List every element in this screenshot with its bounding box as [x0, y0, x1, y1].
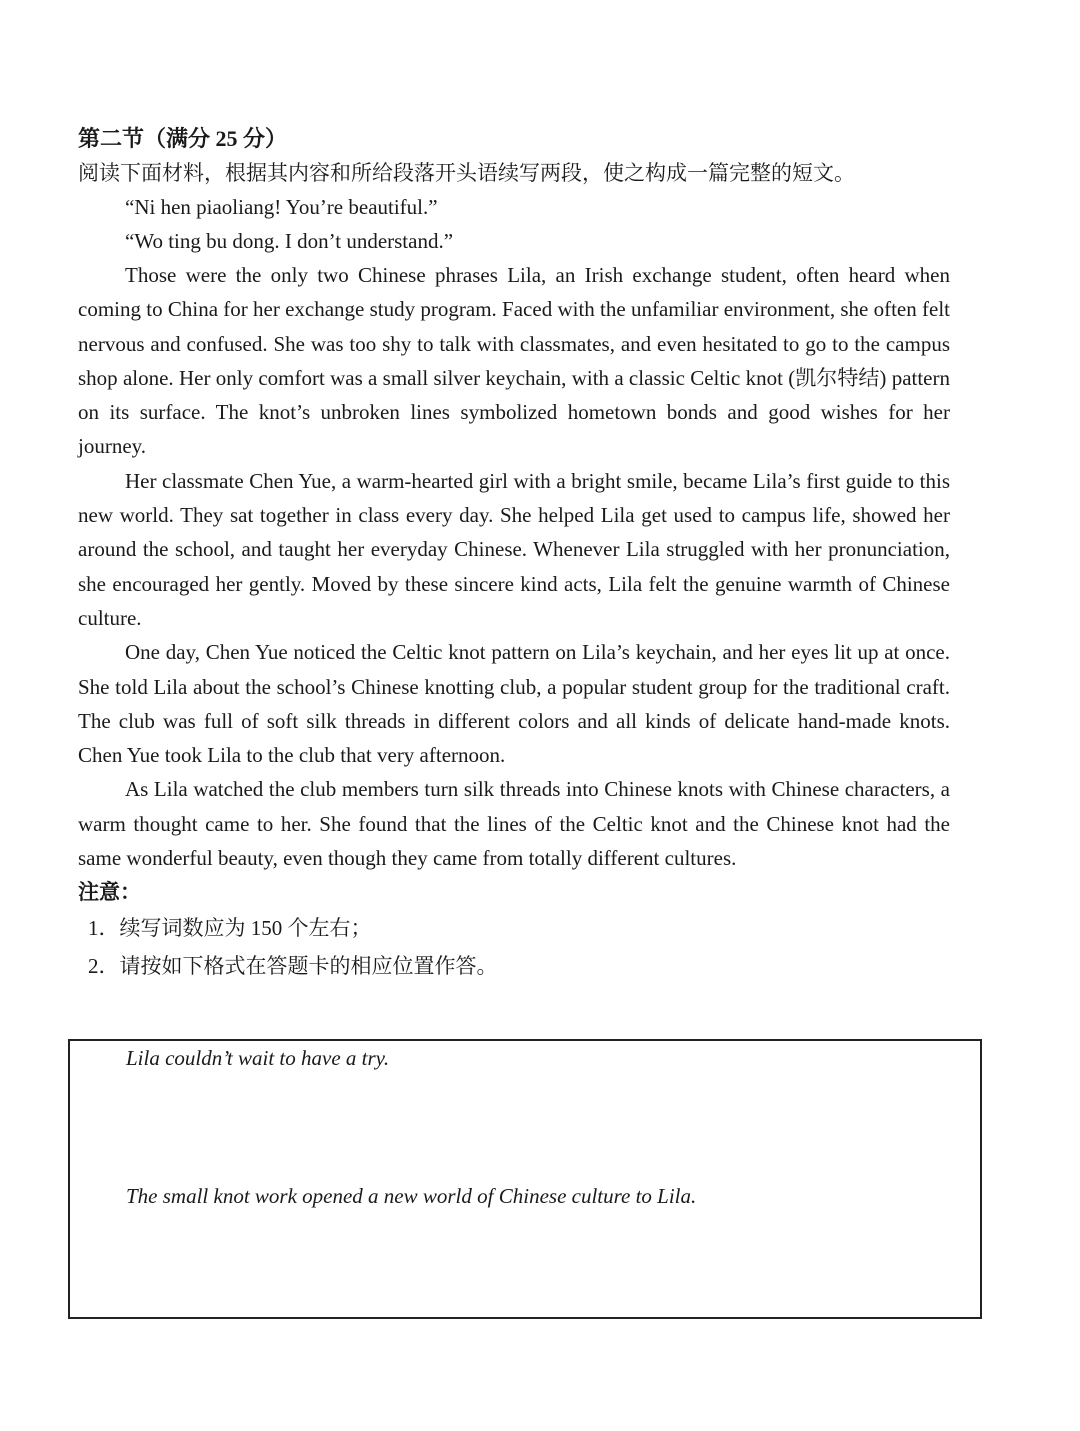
paragraph-opening-1: Lila couldn’t wait to have a try.: [126, 1046, 390, 1070]
passage-paragraph-2: Her classmate Chen Yue, a warm-hearted girl with a bright smile, became Lila’s first guide to this new world. They sat together in class every day. She helped Lila get used to campus life, showed her around the school, and taught her everyday Chinese. Whenever Lila struggled with her pronunciation, she encouraged her gently. Moved by these sincere kind acts, Lila felt the genuine warmth of Chinese culture.: [78, 468, 950, 630]
passage-paragraph-3: One day, Chen Yue noticed the Celtic knot pattern on Lila’s keychain, and her eyes lit up at once. She told Lila about the school’s Chinese knotting club, a popular student group for the traditional craft. The club was full of soft silk threads in different colors and all kinds of delicate hand-made knots. Chen Yue took Lila to the club that very afternoon.: [78, 640, 950, 768]
passage-paragraph-1: Those were the only two Chinese phrases Lila, an Irish exchange student, often heard when coming to China for her exchange study program. Faced with the unfamiliar environment, she often felt nervous and confused. She was too shy to talk with classmates, and even hesitated to go to the campus shop alone. Her only comfort was a small silver keychain, with a classic Celtic knot (凯尔特结) pattern on its surface. The knot’s unbroken lines symbolized hometown bonds and good wishes for her journey.: [78, 263, 950, 459]
section-instruction: 阅读下面材料，根据其内容和所给段落开头语续写两段，使之构成一篇完整的短文。: [78, 161, 855, 185]
dialogue-line-2: “Wo ting bu dong. I don’t understand.”: [125, 229, 454, 253]
section-title: 第二节（满分 25 分）: [78, 126, 288, 151]
notice-title: 注意：: [78, 880, 141, 905]
paragraph-opening-2: The small knot work opened a new world of Chinese culture to Lila.: [126, 1184, 697, 1208]
passage-paragraph-4: As Lila watched the club members turn silk threads into Chinese knots with Chinese characters, a warm thought came to her. She found that the lines of the Celtic knot and the Chinese knot had the same wonderful beauty, even though they came from totally different cultures.: [78, 777, 950, 871]
dialogue-line-1: “Ni hen piaoliang! You’re beautiful.”: [125, 195, 438, 219]
answer-box: [68, 1039, 982, 1319]
exam-page: [78, 122, 950, 985]
notice-item-2: 2．请按如下格式在答题卡的相应位置作答。: [88, 954, 498, 979]
notice-item-1: 1．续写词数应为 150 个左右；: [88, 916, 372, 941]
